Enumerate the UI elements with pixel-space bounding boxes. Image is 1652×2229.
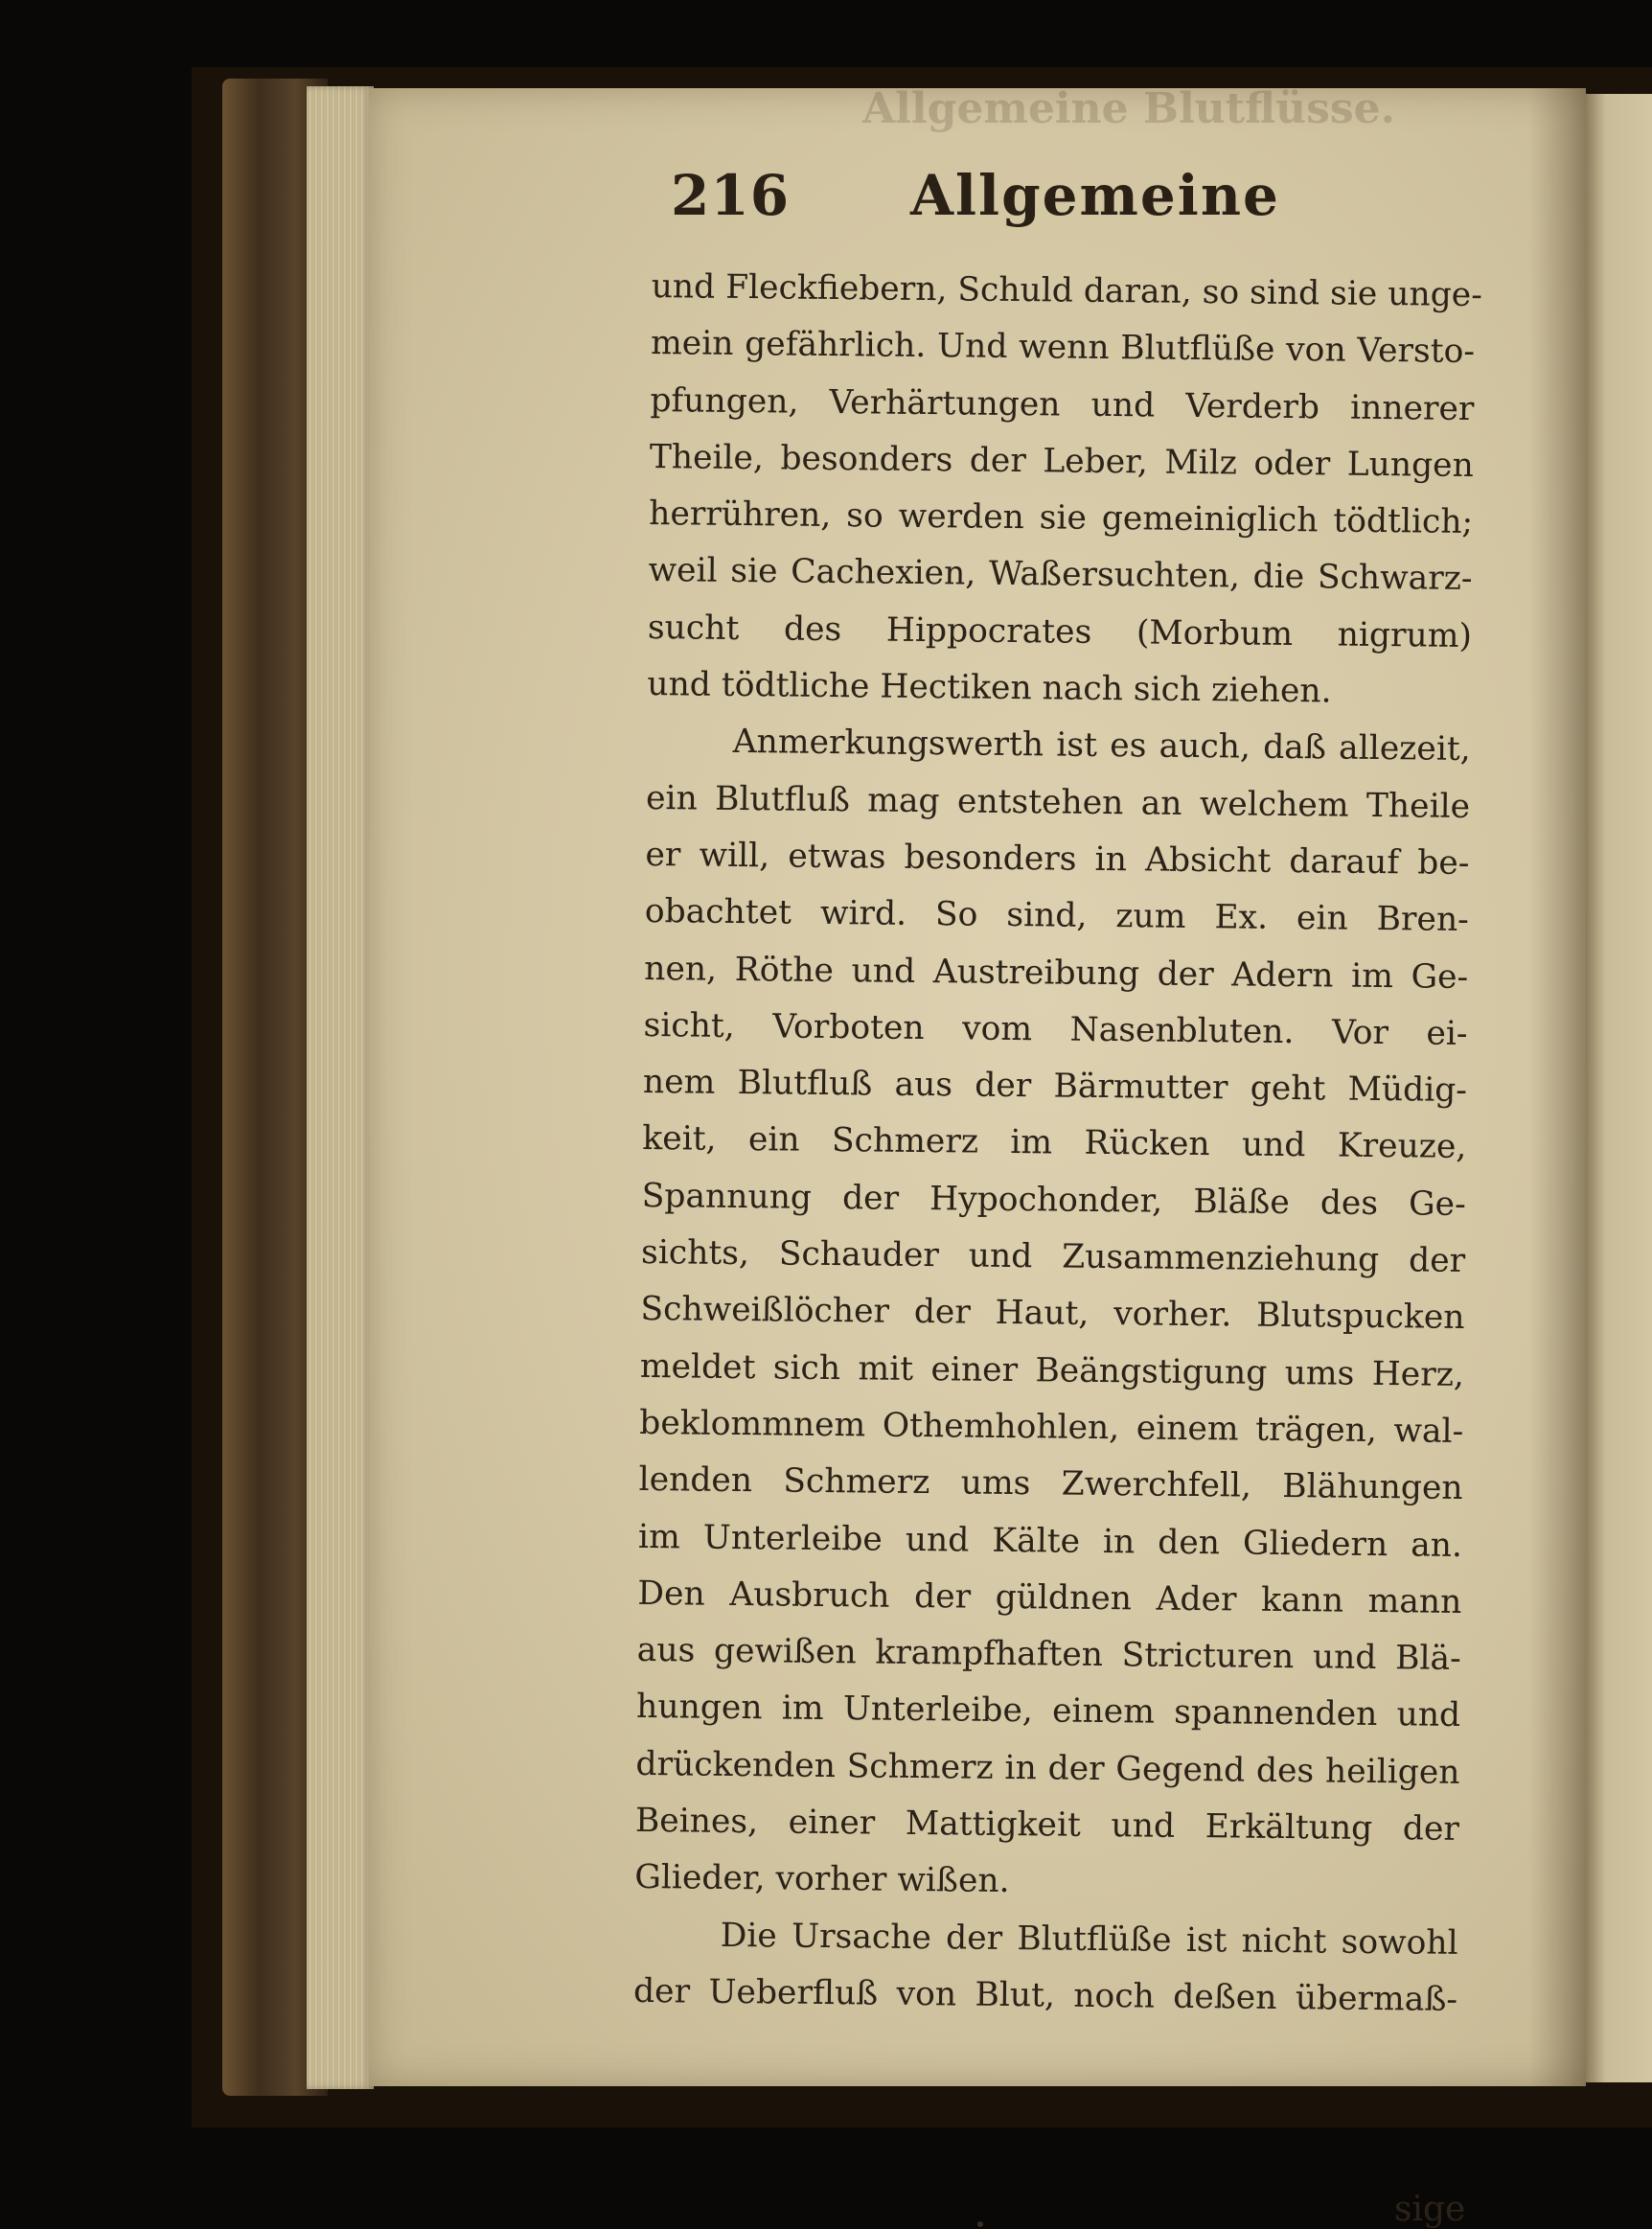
text-line: herrühren, so werden sie gemeiniglich tödtlich; [649, 494, 1474, 542]
text-line: Spannung der Hypochonder, Bläße des Ge- [641, 1176, 1466, 1224]
text-line: Die Ursache der Blutflüße ist nicht sowohl [720, 1916, 1458, 1963]
text-line: der Ueberfluß von Blut, noch deßen übermaß- [632, 1971, 1458, 2019]
text-line: Schweißlöcher der Haut, vorher. Blutspucken [640, 1290, 1465, 1338]
text-line: Den Ausbruch der güldnen Ader kann mann [637, 1574, 1462, 1621]
text-line: aus gewißen krampfhaften Stricturen und Blä- [636, 1631, 1461, 1679]
text-line: sichts, Schauder und Zusammenziehung der [640, 1232, 1466, 1280]
text-line: weil sie Cachexien, Waßersuchten, die Schwarz- [648, 551, 1473, 599]
text-line: ein Blutfluß mag entstehen an welchem Theile [645, 778, 1471, 826]
text-line: er will, etwas besonders in Absicht darauf be- [645, 835, 1470, 883]
text-line: meldet sich mit einer Beängstigung ums Herz, [639, 1346, 1465, 1394]
text-line: Anmerkungswerth ist es auch, daß allezeit, [732, 723, 1471, 770]
page-edges [307, 86, 374, 2089]
text-line: keit, ein Schmerz im Rücken und Kreuze, [642, 1119, 1467, 1167]
text-line: beklommnem Othemhohlen, einem trägen, wal- [639, 1403, 1464, 1451]
ink-speck [977, 2221, 983, 2227]
text-line: sicht, Vorboten vom Nasenbluten. Vor ei- [643, 1005, 1468, 1053]
facing-page-edge [1586, 94, 1652, 2082]
text-line: Beines, einer Mattigkeit und Erkältung der [634, 1801, 1460, 1849]
text-line: drückenden Schmerz in der Gegend des heiligen [635, 1744, 1460, 1792]
running-head: Allgemeine [910, 163, 1280, 228]
text-line: nem Blutfluß aus der Bärmutter geht Müdig- [642, 1063, 1468, 1111]
text-line: Glieder, vorher wißen. [634, 1858, 1010, 1901]
text-line: nen, Röthe und Austreibung der Adern im Ge- [644, 949, 1469, 997]
text-line: und tödtliche Hectiken nach sich ziehen. [647, 665, 1332, 711]
text-line: Theile, besonders der Leber, Milz oder Lungen [649, 437, 1474, 485]
bleed-through-text: Allgemeine Blutflüsse. [862, 84, 1395, 133]
text-line: hungen im Unterleibe, einem spannenden und [635, 1688, 1461, 1735]
page-number: 216 [671, 163, 791, 228]
text-line: obachtet wird. So sind, zum Ex. ein Bren- [644, 892, 1470, 940]
page-gutter-shadow [1528, 88, 1586, 2086]
text-line: sucht des Hippocrates (Morbum nigrum) [647, 608, 1473, 655]
text-line: mein gefährlich. Und wenn Blutflüße von Versto- [650, 324, 1476, 372]
text-line: und Fleckfiebern, Schuld daran, so sind sie unge- [651, 266, 1483, 315]
text-line: lenden Schmerz ums Zwerchfell, Blähungen [638, 1460, 1463, 1508]
text-line: pfungen, Verhärtungen und Verderb innerer [650, 380, 1475, 428]
page-header [671, 163, 1342, 249]
catchword: sige [1394, 2190, 1466, 2229]
body-text [632, 259, 1483, 2029]
text-line: im Unterleibe und Kälte in den Gliedern an. [637, 1517, 1463, 1565]
